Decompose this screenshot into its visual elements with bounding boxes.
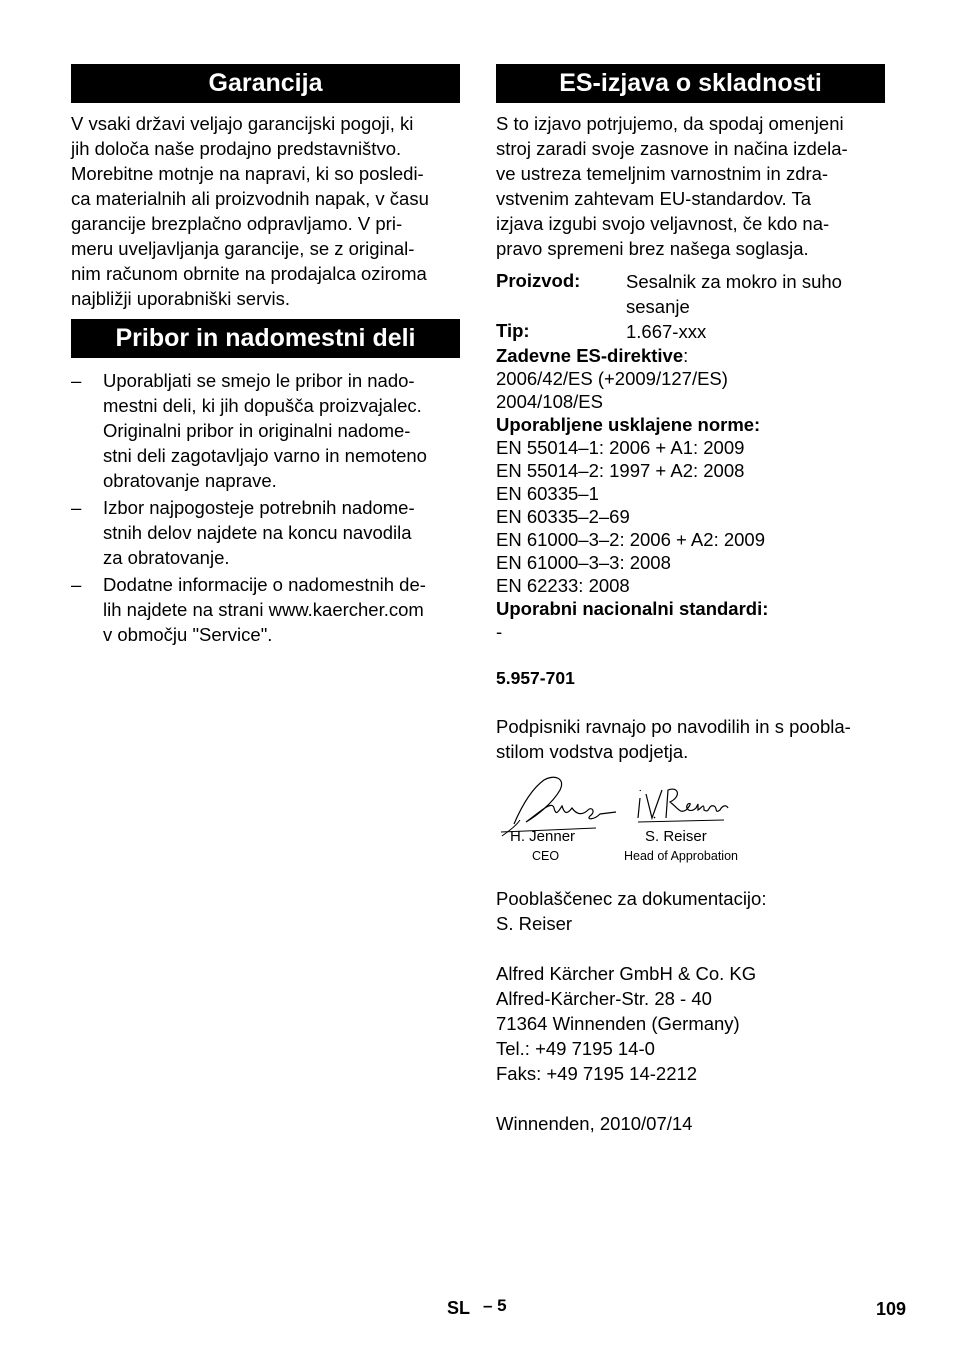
norm-item: EN 62233: 2008 <box>496 575 630 596</box>
right-column <box>496 64 885 1136</box>
norm-item: EN 55014–2: 1997 + A2: 2008 <box>496 460 745 481</box>
type-value: 1.667-xxx <box>626 321 707 342</box>
norm-item: EN 60335–1 <box>496 483 599 504</box>
list-item <box>71 368 460 493</box>
part-number: 5.957-701 <box>496 668 575 688</box>
company-line: Faks: +49 7195 14-2212 <box>496 1063 698 1084</box>
company-address <box>496 961 885 1086</box>
dash-bullet: – <box>71 370 82 391</box>
company-line: 71364 Winnenden (Germany) <box>496 1013 740 1034</box>
norm-item: EN 61000–3–3: 2008 <box>496 552 671 573</box>
footer-page-number: 109 <box>876 1299 907 1319</box>
left-column <box>71 64 460 649</box>
place-date: Winnenden, 2010/07/14 <box>496 1113 693 1134</box>
product-value: Sesalnik za mokro in suho sesanje <box>626 271 842 317</box>
accessories-heading: Pribor in nadomestni deli <box>71 319 460 358</box>
directives-heading <box>496 344 885 367</box>
signers-text: Podpisniki ravnajo po navodilih in s poobla- stilom vodstva podjetja. <box>496 716 851 762</box>
type-row <box>496 319 885 344</box>
norms-label: Uporabljene usklajene norme: <box>496 414 761 435</box>
norm-item: EN 61000–3–2: 2006 + A2: 2009 <box>496 529 765 550</box>
footer-local-page: – 5 <box>483 1296 507 1315</box>
directive-item: 2004/108/ES <box>496 391 603 412</box>
list-item-text: Uporabljati se smejo le pribor in nado- mestni deli, ki jih dopušča proizvajalec. Originalni pribor in originalni nadome- stni deli zagotavljajo varno in nemoteno obratovanje naprave. <box>103 370 427 491</box>
signature-reiser <box>634 780 734 830</box>
signer1-role: CEO <box>532 849 560 863</box>
product-label: Proizvod: <box>496 270 581 291</box>
declaration-intro: S to izjavo potrjujemo, da spodaj omenjeni stroj zaradi svoje zasnove in načina izdela- ve ustreza temeljnim varnostnim in zdra- vstvenim zahtevam EU-standardov. Ta izjava izgubi svojo veljavnost, če kdo na- pravo spremeni brez našega soglasja. <box>496 113 848 259</box>
signer2-role: Head of Approbation <box>624 849 738 863</box>
company-line: Alfred-Kärcher-Str. 28 - 40 <box>496 988 712 1009</box>
list-item-text: Izbor najpogosteje potrebnih nadome- stnih delov najdete na koncu navodila za obratovanje. <box>103 497 415 568</box>
product-spec <box>496 269 885 643</box>
directive-item: 2006/42/ES (+2009/127/ES) <box>496 368 728 389</box>
list-item <box>71 495 460 570</box>
signer2-name: S. Reiser <box>645 828 707 845</box>
footer-language: SL <box>447 1298 471 1318</box>
directives-colon: : <box>683 345 689 366</box>
company-line: Tel.: +49 7195 14-0 <box>496 1038 655 1059</box>
signature-block <box>496 772 885 872</box>
dash-bullet: – <box>71 497 82 518</box>
accessories-list <box>71 368 460 647</box>
national-standards-value: - <box>496 621 503 642</box>
warranty-text: V vsaki državi veljajo garancijski pogoji, ki jih določa naše prodajno predstavništvo. Morebitne motnje na napravi, ki so posledi- ca materialnih ali proizvodnih napak, v času garancije brezplačno odpravljamo. V pri- meru uveljavljanja garancije, se z original- nim računom obrnite na prodajalca oziroma najbližji uporabniški servis. <box>71 113 429 309</box>
dash-bullet: – <box>71 574 82 595</box>
documentation-label: Pooblaščenec za dokumentacijo: <box>496 888 767 909</box>
documentation-block <box>496 886 885 936</box>
directives-label: Zadevne ES-direktive <box>496 345 684 366</box>
warranty-heading: Garancija <box>71 64 460 103</box>
national-standards-label: Uporabni nacionalni standardi: <box>496 598 769 619</box>
norm-item: EN 60335–2–69 <box>496 506 630 527</box>
list-item-text: Dodatne informacije o nadomestnih de- lih najdete na strani www.kaercher.com v območju "Service". <box>103 574 426 645</box>
norm-item: EN 55014–1: 2006 + A1: 2009 <box>496 437 745 458</box>
declaration-heading: ES-izjava o skladnosti <box>496 64 885 103</box>
signer1-name: H. Jenner <box>510 828 576 845</box>
type-label: Tip: <box>496 320 530 341</box>
product-row <box>496 269 885 319</box>
list-item <box>71 572 460 647</box>
documentation-name: S. Reiser <box>496 913 573 934</box>
company-line: Alfred Kärcher GmbH & Co. KG <box>496 963 757 984</box>
